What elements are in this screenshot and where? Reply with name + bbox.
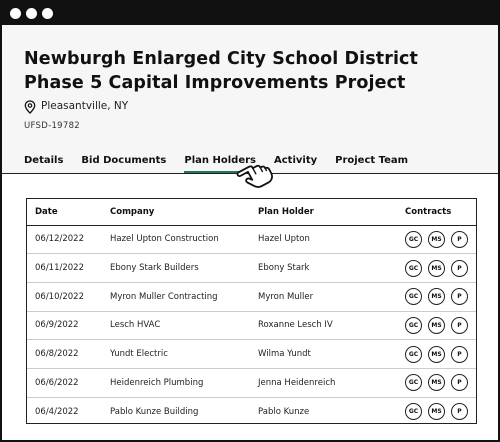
project-code: UFSD-19782: [24, 121, 81, 131]
cell-plan-holder: Jenna Heidenreich: [250, 368, 397, 397]
contract-badge-p[interactable]: P: [451, 403, 468, 420]
project-tabs: [24, 155, 426, 173]
cell-company: Hazel Upton Construction: [102, 225, 250, 254]
contract-badge-ms[interactable]: MS: [428, 288, 445, 305]
contract-badge-gc[interactable]: GC: [405, 288, 422, 305]
cell-plan-holder: Myron Muller: [250, 282, 397, 311]
table-row[interactable]: [27, 225, 476, 254]
tab-project-team[interactable]: Project Team: [335, 155, 409, 166]
cell-plan-holder: Roxanne Lesch IV: [250, 311, 397, 340]
cell-contracts: [397, 225, 476, 254]
cell-company: Heidenreich Plumbing: [102, 368, 250, 397]
contract-badge-p[interactable]: P: [451, 231, 468, 248]
contract-badge-gc[interactable]: GC: [405, 317, 422, 334]
contract-badge-gc[interactable]: GC: [405, 374, 422, 391]
cell-plan-holder: Wilma Yundt: [250, 340, 397, 369]
cell-date: 06/6/2022: [27, 368, 102, 397]
map-pin-icon: [24, 99, 36, 113]
plan-holders-table: [26, 198, 477, 424]
contract-badge-ms[interactable]: MS: [428, 403, 445, 420]
contract-badge-gc[interactable]: GC: [405, 231, 422, 248]
cell-company: Yundt Electric: [102, 340, 250, 369]
contract-badge-ms[interactable]: MS: [428, 374, 445, 391]
window-titlebar: [2, 2, 498, 25]
cell-contracts: [397, 340, 476, 369]
cell-contracts: [397, 254, 476, 283]
tab-bid-documents[interactable]: Bid Documents: [81, 155, 167, 166]
contract-badge-ms[interactable]: MS: [428, 346, 445, 363]
cell-contracts: [397, 282, 476, 311]
table-header-row: [27, 199, 476, 225]
column-header-company[interactable]: Company: [102, 199, 250, 225]
cell-contracts: [397, 397, 476, 426]
table-row[interactable]: [27, 254, 476, 283]
project-title: Newburgh Enlarged City School District Phase 5 Capital Improvements Project: [24, 49, 418, 93]
cell-company: Pablo Kunze Building: [110, 406, 199, 417]
cell-company: Ebony Stark Builders: [102, 254, 250, 283]
cell-date: 06/8/2022: [27, 340, 102, 369]
cell-plan-holder: Hazel Upton: [250, 225, 397, 254]
cell-company: Lesch HVAC: [102, 311, 250, 340]
project-location: [24, 99, 128, 113]
contract-badge-gc[interactable]: GC: [405, 346, 422, 363]
cell-date: 06/9/2022: [27, 311, 102, 340]
table-row[interactable]: [27, 397, 476, 426]
table-row[interactable]: [27, 282, 476, 311]
contract-badge-gc[interactable]: GC: [405, 403, 422, 420]
contract-badge-p[interactable]: P: [451, 317, 468, 334]
contract-badge-p[interactable]: P: [451, 346, 468, 363]
table-row[interactable]: [27, 368, 476, 397]
contract-badge-gc[interactable]: GC: [405, 260, 422, 277]
contract-badge-p[interactable]: P: [451, 288, 468, 305]
contract-badge-p[interactable]: P: [451, 260, 468, 277]
column-header-date[interactable]: Date: [27, 199, 102, 225]
cell-plan-holder: Ebony Stark: [250, 254, 397, 283]
window-control-dot[interactable]: [42, 8, 53, 19]
contract-badge-ms[interactable]: MS: [428, 231, 445, 248]
contract-badge-ms[interactable]: MS: [428, 317, 445, 334]
location-text: Pleasantville, NY: [41, 100, 129, 112]
tab-plan-holders[interactable]: Plan Holders: [184, 155, 256, 173]
tab-details[interactable]: Details: [24, 155, 64, 166]
table-row[interactable]: [27, 311, 476, 340]
cell-date: 06/11/2022: [27, 254, 102, 283]
table-row[interactable]: [27, 340, 476, 369]
column-header-contracts[interactable]: Contracts: [397, 199, 476, 225]
cell-contracts: [397, 311, 476, 340]
contract-badge-ms[interactable]: MS: [428, 260, 445, 277]
pointing-hand-icon: [230, 152, 274, 192]
cell-plan-holder: Pablo Kunze: [258, 406, 310, 417]
window-control-dot[interactable]: [26, 8, 37, 19]
cell-date: 06/10/2022: [27, 282, 102, 311]
column-header-plan-holder[interactable]: Plan Holder: [250, 199, 397, 225]
cell-date: 06/4/2022: [35, 406, 79, 417]
contract-badge-p[interactable]: P: [451, 374, 468, 391]
cell-company: Myron Muller Contracting: [102, 282, 250, 311]
cell-date: 06/12/2022: [27, 225, 102, 254]
tab-activity[interactable]: Activity: [274, 155, 318, 166]
cell-contracts: [397, 368, 476, 397]
window-control-dot[interactable]: [10, 8, 21, 19]
